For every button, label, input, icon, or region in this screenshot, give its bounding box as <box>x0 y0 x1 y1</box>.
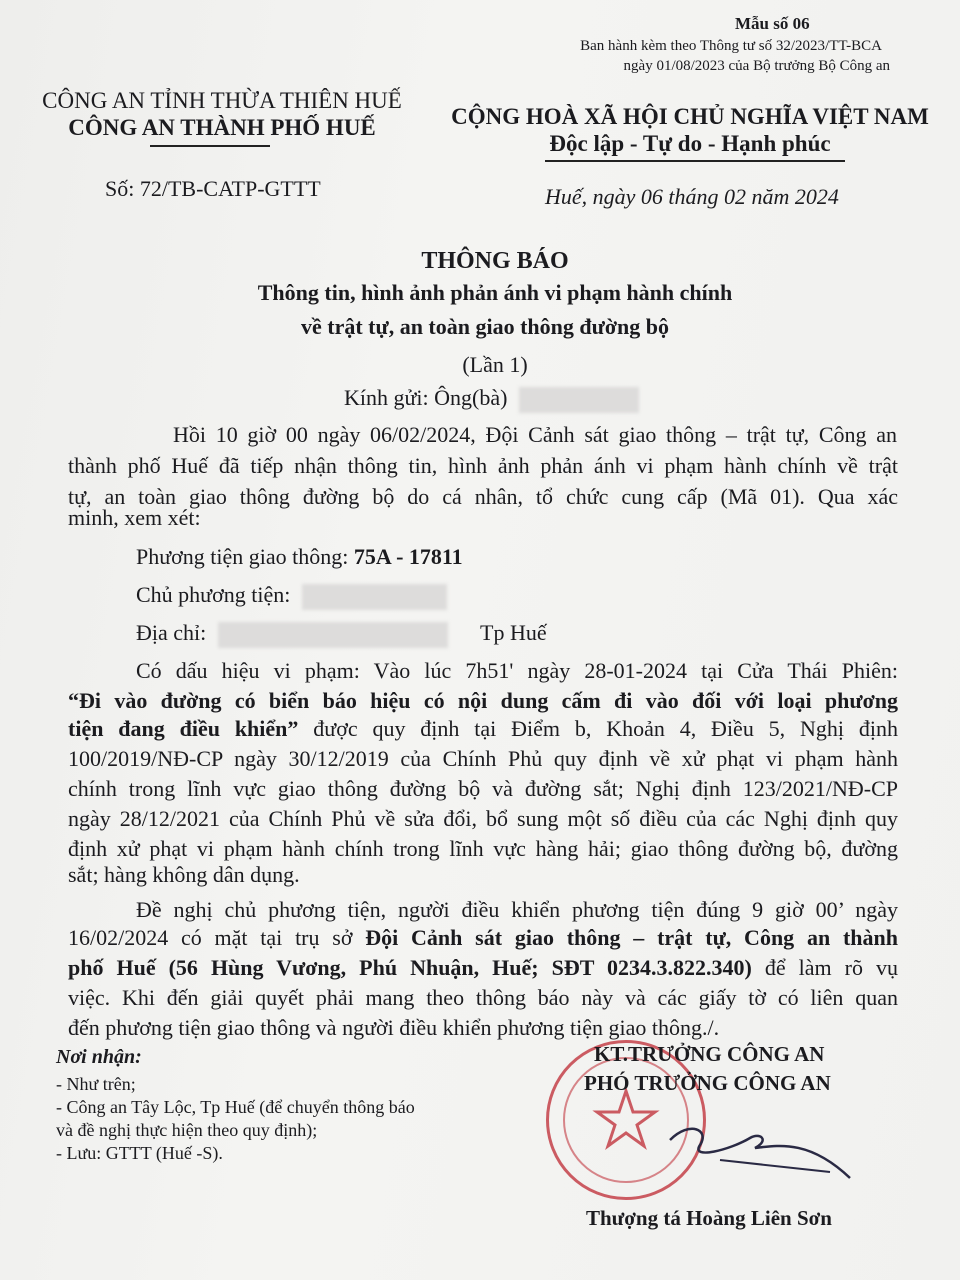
document-subtitle-1: Thông tin, hình ảnh phản ánh vi phạm hành chính <box>257 280 733 305</box>
form-issued-line2: ngày 01/08/2023 của Bộ trưởng Bộ Công an <box>623 58 890 74</box>
request-date: 16/02/2024 có mặt tại trụ sở <box>68 925 353 950</box>
vehicle-plate: 75A - 17811 <box>353 544 463 569</box>
signature-line1: KT.TRƯỞNG CÔNG AN <box>594 1042 825 1066</box>
request-line1: Đề nghị chủ phương tiện, người điều khiển phương tiện đúng 9 giờ 00’ ngày <box>136 897 898 922</box>
violation-text-end: tiện đang điều khiển” <box>68 716 299 741</box>
nation-name: CỘNG HOÀ XÃ HỘI CHỦ NGHĨA VIỆT NAM <box>451 104 929 129</box>
attempt-number: (Lần 1) <box>462 352 528 377</box>
address-city: Tp Huế <box>480 620 547 645</box>
request-line5: đến phương tiện giao thông và người điều khiển phương tiện giao thông./. <box>68 1015 720 1040</box>
recipients-heading: Nơi nhận: <box>56 1046 142 1068</box>
para1-line1: Hồi 10 giờ 00 ngày 06/02/2024, Đội Cảnh sát giao thông – trật tự, Công an <box>173 422 897 447</box>
document-subtitle-2: về trật tự, an toàn giao thông đường bộ <box>300 314 669 339</box>
recipients-item-4: - Lưu: GTTT (Huế -S). <box>56 1143 223 1163</box>
redacted-owner <box>302 584 447 610</box>
place-date: Huế, ngày 06 tháng 02 năm 2024 <box>545 184 839 209</box>
request-line2 <box>68 925 898 951</box>
vehicle-line <box>136 544 463 570</box>
violation-line4: 100/2019/NĐ-CP ngày 30/12/2019 của Chính Phủ quy định về xử phạt vi phạm hành <box>68 746 898 771</box>
para1-line3: tự, an toàn giao thông đường bộ do cá nhân, tổ chức cung cấp (Mã 01). Qua xác <box>68 484 898 509</box>
redacted-name <box>519 387 639 413</box>
para1-line4: minh, xem xét: <box>68 505 201 530</box>
form-issued-line1: Ban hành kèm theo Thông tư số 32/2023/TT-BCA <box>580 38 882 54</box>
nation-motto: Độc lập - Tự do - Hạnh phúc <box>549 131 831 156</box>
violation-legal-basis: được quy định tại Điểm b, Khoản 4, Điều 5, Nghị định <box>313 716 898 741</box>
address-label: Địa chỉ: <box>136 620 207 645</box>
signer-name: Thượng tá Hoàng Liên Sơn <box>586 1206 832 1230</box>
address-line <box>136 620 448 648</box>
document-title: THÔNG BÁO <box>421 248 569 274</box>
request-office-address: phố Huế (56 Hùng Vương, Phú Nhuận, Huế; SĐT 0234.3.822.340) <box>68 955 752 980</box>
recipient-label: Kính gửi: Ông(bà) <box>344 385 508 410</box>
owner-line <box>136 582 447 610</box>
owner-label: Chủ phương tiện: <box>136 582 291 607</box>
request-line4: việc. Khi đến giải quyết phải mang theo thông báo này và các giấy tờ có liên quan <box>68 985 898 1010</box>
redacted-address <box>218 622 448 648</box>
violation-line6: ngày 28/12/2021 của Chính Phủ về sửa đổi, bổ sung một số điều của các Nghị định quy <box>68 806 898 831</box>
violation-line1: Có dấu hiệu vi phạm: Vào lúc 7h51' ngày 28-01-2024 tại Cửa Thái Phiên: <box>136 658 898 683</box>
handwritten-signature <box>660 1100 860 1190</box>
recipients-item-1: - Như trên; <box>56 1074 136 1094</box>
request-line3 <box>68 955 898 981</box>
agency-name: CÔNG AN THÀNH PHỐ HUẾ <box>68 115 376 140</box>
recipient-line <box>344 385 639 413</box>
vehicle-label: Phương tiện giao thông: <box>136 544 349 569</box>
violation-line5: chính trong lĩnh vực giao thông đường bộ và đường sắt; Nghị định 123/2021/NĐ-CP <box>68 776 898 801</box>
violation-line7: định xử phạt vi phạm hành chính trong lĩnh vực hàng hải; giao thông đường bộ, đường <box>68 836 898 861</box>
violation-text: “Đi vào đường có biển báo hiệu có nội dung cấm đi vào đối với loại phương <box>68 688 898 713</box>
motto-underline <box>545 160 845 162</box>
agency-underline <box>150 145 270 147</box>
request-office: Đội Cảnh sát giao thông – trật tự, Công an thành <box>365 925 899 950</box>
para1-line2: thành phố Huế đã tiếp nhận thông tin, hình ảnh phản ánh vi phạm hành chính về trật <box>68 453 898 478</box>
document-number: Số: 72/TB-CATP-GTTT <box>105 176 321 201</box>
violation-line8: sắt; hàng không dân dụng. <box>68 862 300 887</box>
form-number: Mẫu số 06 <box>735 14 810 33</box>
agency-parent: CÔNG AN TỈNH THỪA THIÊN HUẾ <box>42 88 402 113</box>
request-purpose: để làm rõ vụ <box>764 955 898 980</box>
violation-line3 <box>68 716 898 742</box>
recipients-item-3: và đề nghị thực hiện theo quy định); <box>56 1120 318 1140</box>
signature-line2: PHÓ TRƯỞNG CÔNG AN <box>584 1071 831 1095</box>
recipients-item-2: - Công an Tây Lộc, Tp Huế (để chuyển thông báo <box>56 1097 415 1117</box>
